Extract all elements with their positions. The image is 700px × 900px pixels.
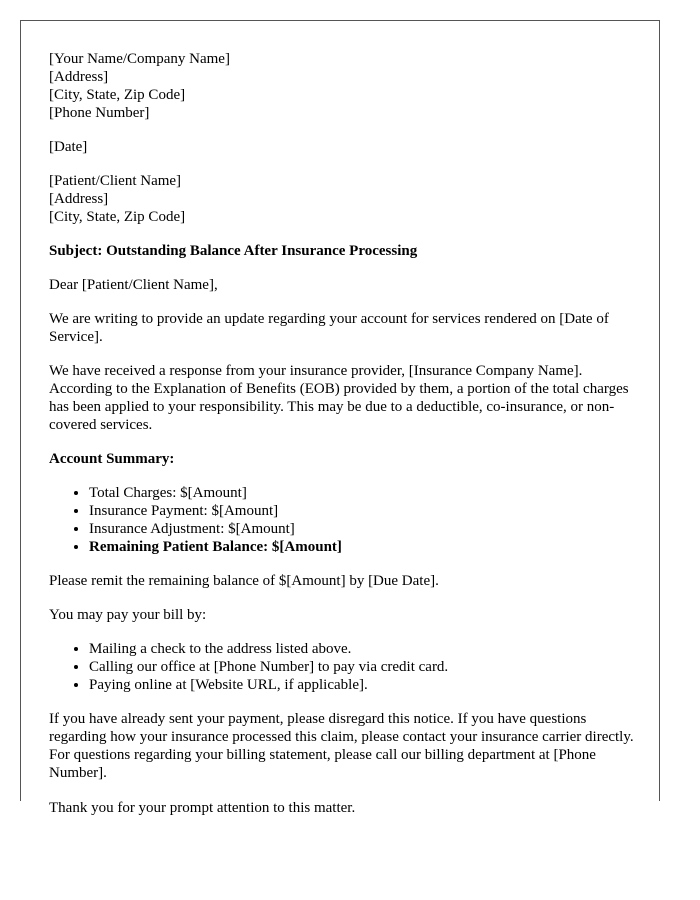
sender-city: [City, State, Zip Code] bbox=[49, 87, 186, 103]
sender-name: [Your Name/Company Name] bbox=[49, 51, 230, 67]
payment-method-online: • Paying online at [Website URL, if applicable]. bbox=[89, 676, 637, 694]
date-line: [Date] bbox=[49, 139, 88, 155]
salutation: Dear [Patient/Client Name], bbox=[49, 277, 218, 293]
payment-methods-list bbox=[49, 640, 637, 694]
payment-intro: You may pay your bill by: bbox=[49, 607, 207, 623]
subject-line: Subject: Outstanding Balance After Insurance Processing bbox=[49, 243, 418, 259]
summary-item-total-charges: • Total Charges: $[Amount] bbox=[89, 484, 637, 502]
insurance-paragraph: We have received a response from your insurance provider, [Insurance Company Name]. According to the Explanation of Benefits (EOB) provided by them, a portion of the total charges has been applied to your responsibility. This may be due to a deductible, co-insurance, or non-covered services. bbox=[49, 363, 629, 433]
payment-method-phone: • Calling our office at [Phone Number] to pay via credit card. bbox=[89, 658, 637, 676]
summary-item-insurance-adjustment: • Insurance Adjustment: $[Amount] bbox=[89, 520, 637, 538]
account-summary-list bbox=[49, 484, 637, 556]
recipient-block bbox=[49, 172, 637, 226]
sender-phone: [Phone Number] bbox=[49, 105, 150, 121]
thank-you-line: Thank you for your prompt attention to this matter. bbox=[49, 800, 356, 816]
closing-paragraph: If you have already sent your payment, please disregard this notice. If you have questions regarding how your insurance processed this claim, please contact your insurance carrier directly. For questions regarding your billing statement, please call our billing department at [Phone Number]. bbox=[49, 711, 634, 781]
letter-page bbox=[20, 20, 660, 816]
summary-item-insurance-payment: • Insurance Payment: $[Amount] bbox=[89, 502, 637, 520]
recipient-city: [City, State, Zip Code] bbox=[49, 209, 186, 225]
sender-block bbox=[49, 50, 637, 122]
letter-body bbox=[49, 50, 637, 816]
recipient-address: [Address] bbox=[49, 191, 109, 207]
intro-paragraph: We are writing to provide an update regarding your account for services rendered on [Date of Service]. bbox=[49, 311, 609, 345]
summary-item-remaining-balance: • Remaining Patient Balance: $[Amount] bbox=[89, 538, 637, 556]
remit-paragraph: Please remit the remaining balance of $[Amount] by [Due Date]. bbox=[49, 573, 439, 589]
recipient-name: [Patient/Client Name] bbox=[49, 173, 182, 189]
payment-method-check: • Mailing a check to the address listed above. bbox=[89, 640, 637, 658]
account-summary-heading: Account Summary: bbox=[49, 451, 175, 467]
sender-address: [Address] bbox=[49, 69, 109, 85]
